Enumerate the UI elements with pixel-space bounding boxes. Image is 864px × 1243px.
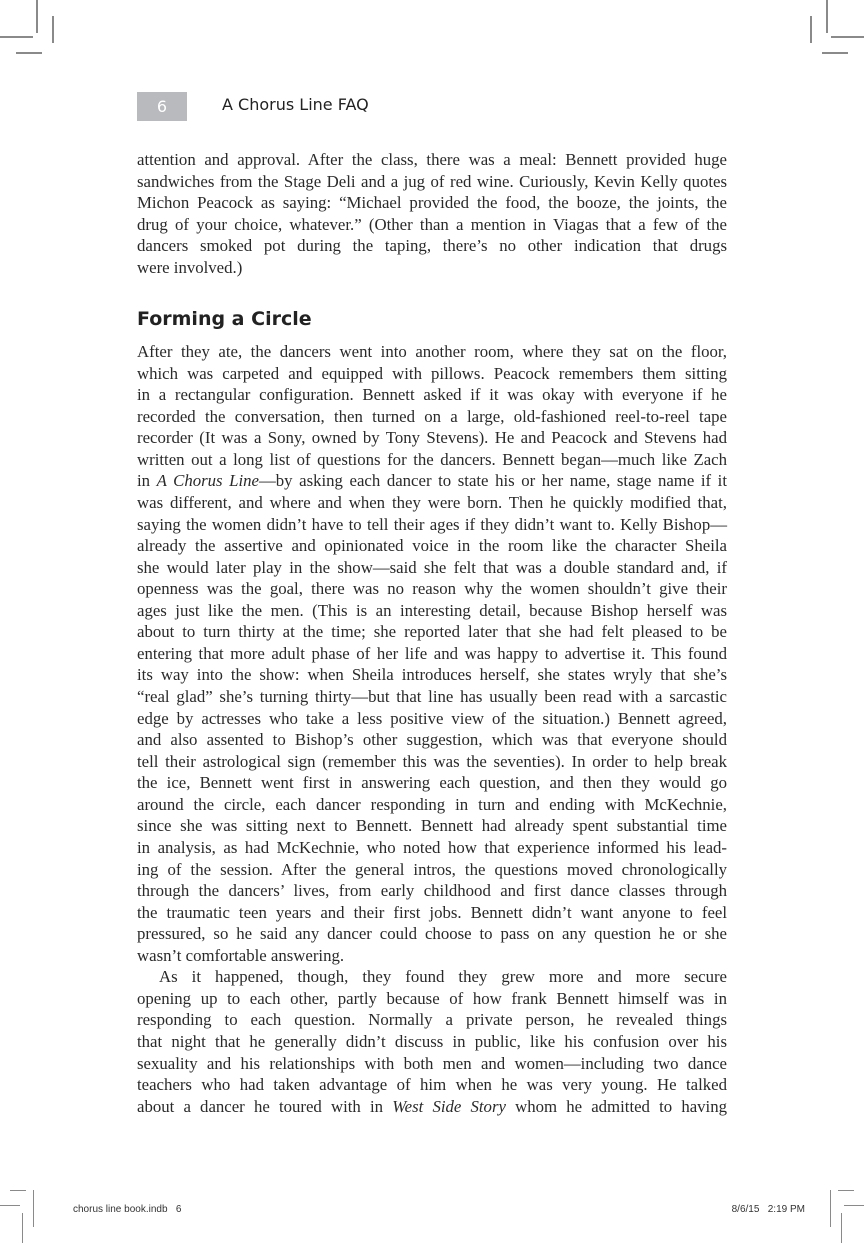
text-line: responding to each question. Normally a private person, he revealed things	[137, 1010, 727, 1030]
crop-mark	[10, 1190, 26, 1191]
text-line: were involved.)	[137, 257, 243, 277]
text-line: teachers who had taken advantage of him when he was very young. He talked	[137, 1075, 727, 1095]
text-line: After they ate, the dancers went into another room, where they sat on the floor,	[137, 342, 727, 361]
section-heading: Forming a Circle	[137, 308, 312, 330]
text-line: the traumatic teen years and their first jobs. Bennett didn’t want anyone to feel	[137, 902, 727, 922]
text-line: which was carpeted and equipped with pillows. Peacock remembers them sitting	[137, 363, 727, 383]
page-number: 6	[137, 92, 187, 121]
crop-mark	[810, 16, 812, 43]
text-line: in analysis, as had McKechnie, who noted how that experience informed his lead-	[137, 837, 727, 857]
crop-mark	[841, 1213, 842, 1243]
text-line: ages just like the men. (This is an interesting detail, because Bishop herself was	[137, 600, 727, 620]
text-line: in a rectangular configuration. Bennett asked if it was okay with everyone if he	[137, 385, 727, 405]
running-title: A Chorus Line FAQ	[222, 95, 369, 114]
paragraph	[137, 341, 727, 1117]
text-segment: whom he admitted to having	[505, 1096, 727, 1116]
crop-mark	[831, 36, 864, 38]
text-line: its way into the show: when Sheila introduces herself, she states wryly that she’s	[137, 665, 727, 685]
crop-mark	[33, 1190, 34, 1227]
text-line: written out a long list of questions for the dancers. Bennett began—much like Zach	[137, 449, 727, 469]
crop-mark	[826, 0, 828, 33]
crop-mark	[0, 36, 33, 38]
text-line: saying the women didn’t have to tell their ages if they didn’t want to. Kelly Bishop—	[137, 514, 727, 534]
text-line: recorder (It was a Sony, owned by Tony Stevens). He and Peacock and Stevens had	[137, 428, 727, 448]
italic-title: A Chorus Line	[156, 471, 259, 491]
text-line: through the dancers’ lives, from early childhood and first dance classes through	[137, 881, 727, 901]
text-line: sandwiches from the Stage Deli and a jug of red wine. Curiously, Kevin Kelly quotes	[137, 171, 727, 191]
text-line: sexuality and his relationships with both men and women—including two dance	[137, 1053, 727, 1073]
text-line	[137, 470, 727, 492]
footer-file-name: chorus line book.indb 6	[73, 1204, 182, 1215]
text-segment: —by asking each dancer to state his or her name, stage name if it	[259, 471, 728, 491]
text-line: was different, and where and when they were born. Then he quickly modified that,	[137, 492, 727, 512]
text-line: entering that more adult phase of her life and was happy to advertise it. This found	[137, 643, 727, 663]
text-line: pressured, so he said any dancer could choose to pass on any question he or she	[137, 924, 727, 944]
crop-mark	[844, 1205, 864, 1206]
crop-mark	[822, 52, 848, 54]
text-line: ing of the session. After the general intros, the questions moved chronologically	[137, 859, 727, 879]
text-line: about to turn thirty at the time; she reported later that she had felt pleased to be	[137, 622, 727, 642]
text-segment: about a dancer he toured with in	[137, 1096, 393, 1116]
text-line: attention and approval. After the class, there was a meal: Bennett provided huge	[137, 150, 727, 169]
text-line: Michon Peacock as saying: “Michael provided the food, the booze, the joints, the	[137, 193, 727, 213]
text-line: she would later play in the show—said she felt that was a double standard and, if	[137, 557, 727, 577]
paragraph	[137, 149, 727, 278]
italic-title: West Side Story	[392, 1096, 506, 1116]
text-line: edge by actresses who take a less positive view of the situation.) Bennett agreed,	[137, 708, 727, 728]
text-line: since she was sitting next to Bennett. Bennett had already spent substantial time	[137, 816, 727, 836]
text-line: already the assertive and opinionated voice in the room like the character Sheila	[137, 536, 727, 556]
crop-mark	[52, 16, 54, 43]
text-line: openness was the goal, there was no reason why the women shouldn’t give their	[137, 579, 727, 599]
footer-timestamp: 8/6/15 2:19 PM	[731, 1204, 805, 1215]
crop-mark	[36, 0, 38, 33]
text-line: opening up to each other, partly because of how frank Bennett himself was in	[137, 988, 727, 1008]
text-segment: in	[137, 471, 157, 491]
text-line: drug of your choice, whatever.” (Other than a mention in Viagas that a few of the	[137, 214, 727, 234]
text-line: tell their astrological sign (remember this was the seventies). In order to help break	[137, 751, 727, 771]
text-line: wasn’t comfortable answering.	[137, 945, 345, 965]
text-line: “real glad” she’s turning thirty—but that line has usually been read with a sarcastic	[137, 687, 727, 706]
text-line: that night that he generally didn’t discuss in public, like his confusion over his	[137, 1032, 727, 1051]
text-line: dancers smoked pot during the taping, there’s no other indication that drugs	[137, 236, 727, 256]
crop-mark	[22, 1213, 23, 1243]
text-line: around the circle, each dancer responding in turn and ending with McKechnie,	[137, 794, 727, 814]
crop-mark	[830, 1190, 831, 1227]
crop-mark	[0, 1205, 20, 1206]
crop-mark	[838, 1190, 854, 1191]
text-line: and also assented to Bishop’s other suggestion, which was that everyone should	[137, 730, 727, 750]
text-line: As it happened, though, they found they grew more and more secure	[159, 967, 727, 987]
text-line	[137, 1096, 727, 1118]
text-line: the ice, Bennett went first in answering each question, and then they would go	[137, 773, 727, 793]
text-line: recorded the conversation, then turned on a large, old-fashioned reel-to-reel tape	[137, 406, 727, 426]
crop-mark	[16, 52, 42, 54]
